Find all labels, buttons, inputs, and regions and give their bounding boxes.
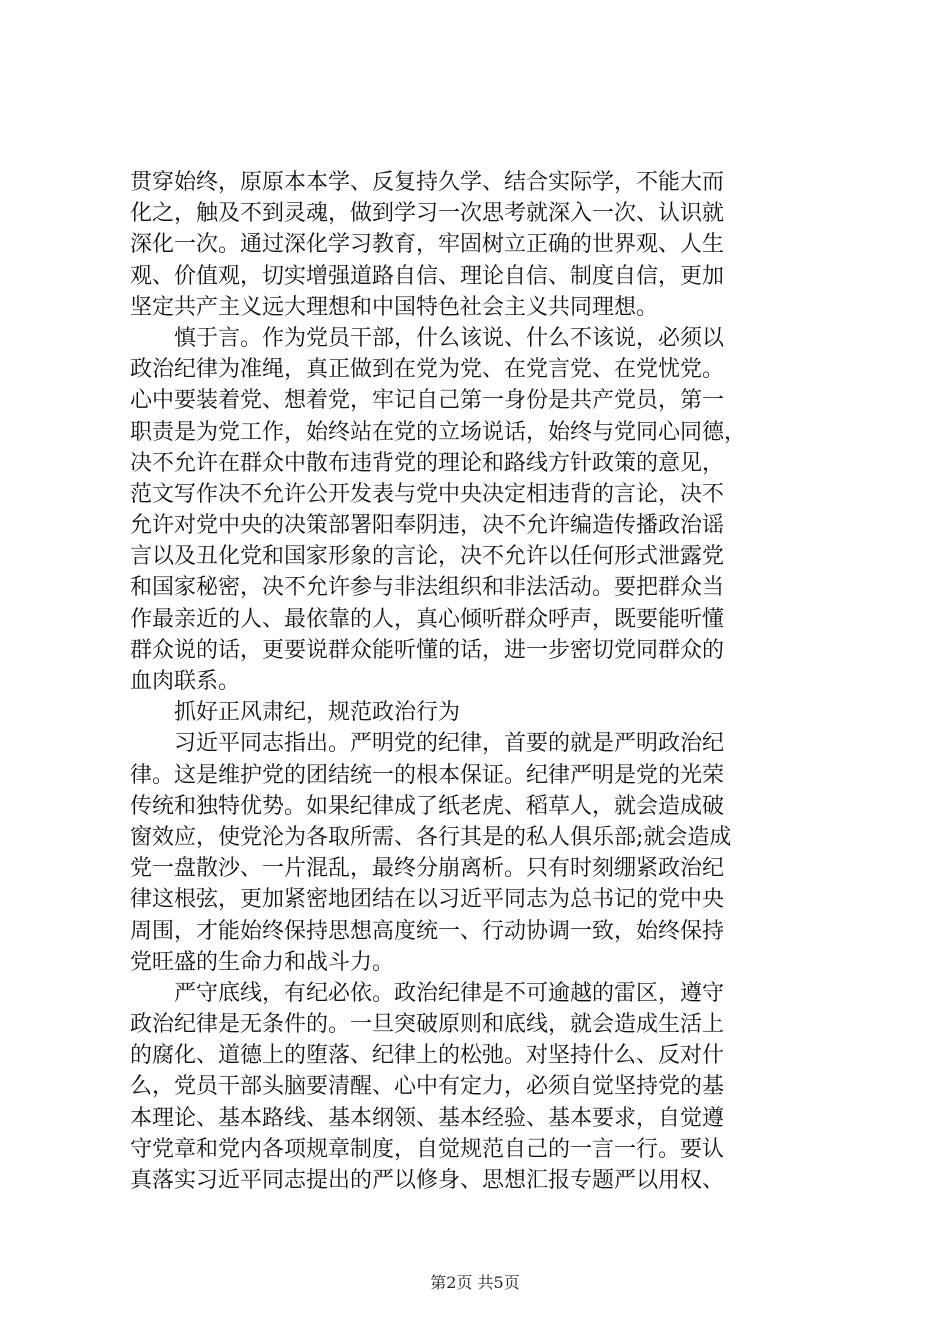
text-line: 决不允许在群众中散布违背党的理论和路线方针政策的意见，: [130, 450, 725, 476]
text-line: 的腐化、道德上的堕落、纪律上的松弛。对坚持什么、反对什: [130, 1043, 725, 1069]
text-line: 政治纪律是无条件的。一旦突破原则和底线，就会造成生活上: [130, 1012, 725, 1038]
text-line: 真落实习近平同志提出的严以修身、思想汇报专题严以用权、: [130, 1168, 725, 1193]
text-line: 严守底线，有纪必依。政治纪律是不可逾越的雷区，遵守: [174, 980, 725, 1006]
text-line: 坚定共产主义远大理想和中国特色社会主义共同理想。: [130, 294, 659, 320]
text-line: 和国家秘密，决不允许参与非法组织和非法活动。要把群众当: [130, 575, 725, 601]
text-line: 习近平同志指出。严明党的纪律，首要的就是严明政治纪: [174, 731, 725, 757]
text-line: 党旺盛的生命力和战斗力。: [130, 949, 395, 975]
text-line: 律。这是维护党的团结统一的根本保证。纪律严明是党的光荣: [130, 762, 725, 788]
text-line: 心中要装着党、想着党，牢记自己第一身份是共产党员，第一: [130, 388, 725, 414]
text-line: 贯穿始终，原原本本学、反复持久学、结合实际学，不能大而: [130, 170, 725, 195]
text-line: 党一盘散沙、一片混乱，最终分崩离析。只有时刻绷紧政治纪: [130, 856, 725, 882]
text-line: 周围，才能始终保持思想高度统一、行动协调一致，始终保持: [130, 918, 725, 944]
text-line: 守党章和党内各项规章制度，自觉规范自己的一言一行。要认: [130, 1136, 725, 1162]
text-line: 传统和独特优势。如果纪律成了纸老虎、稻草人，就会造成破: [130, 793, 725, 819]
text-line: 么，党员干部头脑要清醒、心中有定力，必须自觉坚持党的基: [130, 1074, 725, 1100]
text-line: 抓好正风肃纪，规范政治行为: [174, 700, 461, 726]
text-line: 作最亲近的人、最依靠的人，真心倾听群众呼声，既要能听懂: [130, 606, 725, 632]
text-line: 律这根弦，更加紧密地团结在以习近平同志为总书记的党中央: [130, 887, 725, 913]
text-line: 允许对党中央的决策部署阳奉阴违，决不允许编造传播政治谣: [130, 513, 725, 539]
text-line: 言以及丑化党和国家形象的言论，决不允许以任何形式泄露党: [130, 544, 725, 570]
document-body: [130, 167, 820, 1196]
text-line: 血肉联系。: [130, 669, 241, 694]
text-line: 深化一次。通过深化学习教育，牢固树立正确的世界观、人生: [130, 232, 725, 258]
text-line: 慎于言。作为党员干部，什么该说、什么不该说，必须以: [174, 325, 725, 351]
text-line: 窗效应，使党沦为各取所需、各行其是的私人俱乐部;就会造成: [130, 824, 732, 850]
text-line: 观、价值观，切实增强道路自信、理论自信、制度自信，更加: [130, 263, 725, 289]
text-line: 群众说的话，更要说群众能听懂的话，进一步密切党同群众的: [130, 637, 725, 663]
text-line: 化之，触及不到灵魂，做到学习一次思考就深入一次、认识就: [130, 201, 725, 227]
text-line: 本理论、基本路线、基本纲领、基本经验、基本要求，自觉遵: [130, 1105, 725, 1131]
text-line: 政治纪律为准绳，真正做到在党为党、在党言党、在党忧党。: [130, 357, 725, 383]
text-line: 职责是为党工作，始终站在党的立场说话，始终与党同心同德，: [130, 419, 747, 445]
text-line: 范文写作决不允许公开发表与党中央决定相违背的言论，决不: [130, 481, 725, 507]
page-number-footer: 第2页 共5页: [430, 1273, 520, 1292]
